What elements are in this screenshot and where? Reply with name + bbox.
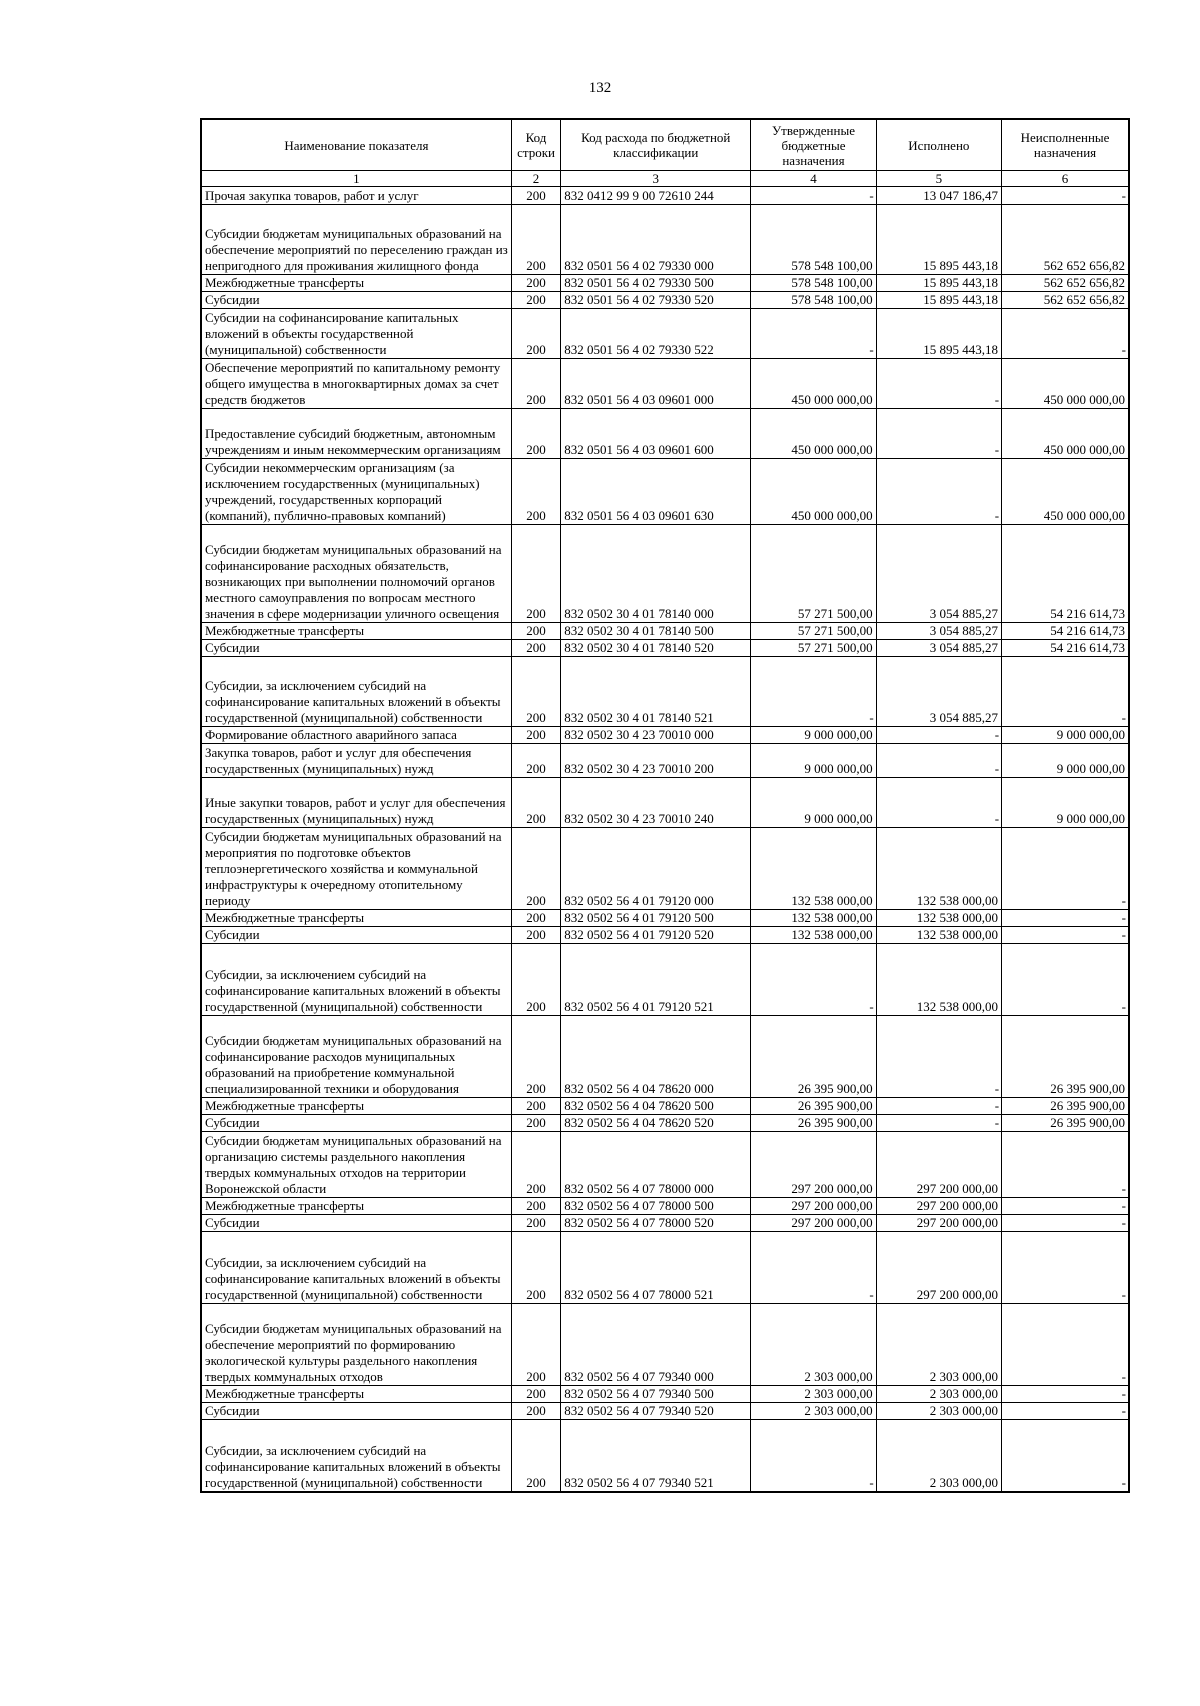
row-name: Формирование областного аварийного запаса bbox=[201, 727, 511, 744]
row-approved: 132 538 000,00 bbox=[751, 927, 876, 944]
row-name: Субсидии бюджетам муниципальных образований на мероприятия по подготовке объектов теплоэнергетического хозяйства и коммунальной инфраструктуры к очередному отопительному периоду bbox=[201, 828, 511, 910]
row-unexecuted: - bbox=[1002, 309, 1129, 359]
row-approved: 26 395 900,00 bbox=[751, 1098, 876, 1115]
row-line-code: 200 bbox=[511, 1403, 560, 1420]
row-executed: 3 054 885,27 bbox=[876, 623, 1001, 640]
table-row bbox=[201, 727, 1129, 744]
budget-execution-table bbox=[200, 118, 1130, 1493]
row-approved: 2 303 000,00 bbox=[751, 1403, 876, 1420]
row-approved: 450 000 000,00 bbox=[751, 409, 876, 459]
row-executed: 132 538 000,00 bbox=[876, 927, 1001, 944]
row-unexecuted: 54 216 614,73 bbox=[1002, 623, 1129, 640]
row-unexecuted: - bbox=[1002, 1198, 1129, 1215]
row-unexecuted: - bbox=[1002, 1420, 1129, 1492]
row-executed: 132 538 000,00 bbox=[876, 910, 1001, 927]
row-approved: 297 200 000,00 bbox=[751, 1198, 876, 1215]
row-approved: 57 271 500,00 bbox=[751, 640, 876, 657]
row-unexecuted: - bbox=[1002, 1232, 1129, 1304]
row-unexecuted: - bbox=[1002, 944, 1129, 1016]
row-unexecuted: - bbox=[1002, 1132, 1129, 1198]
row-class-code: 832 0502 56 4 04 78620 500 bbox=[561, 1098, 751, 1115]
row-unexecuted: - bbox=[1002, 187, 1129, 205]
row-approved: 2 303 000,00 bbox=[751, 1304, 876, 1386]
table-row bbox=[201, 359, 1129, 409]
row-executed: 3 054 885,27 bbox=[876, 640, 1001, 657]
header-row bbox=[201, 119, 1129, 171]
row-unexecuted: 450 000 000,00 bbox=[1002, 359, 1129, 409]
row-unexecuted: 26 395 900,00 bbox=[1002, 1098, 1129, 1115]
row-executed: - bbox=[876, 727, 1001, 744]
header-class-code: Код расхода по бюджетной классификации bbox=[561, 119, 751, 171]
row-unexecuted: 562 652 656,82 bbox=[1002, 275, 1129, 292]
row-name: Закупка товаров, работ и услуг для обеспечения государственных (муниципальных) нужд bbox=[201, 744, 511, 778]
row-approved: 578 548 100,00 bbox=[751, 275, 876, 292]
row-unexecuted: 54 216 614,73 bbox=[1002, 640, 1129, 657]
row-name: Субсидии некоммерческим организациям (за исключением государственных (муниципальных) учреждений, государственных корпораций (компаний), публично-правовых компаний) bbox=[201, 459, 511, 525]
row-name: Субсидии на софинансирование капитальных вложений в объекты государственной (муниципальной) собственности bbox=[201, 309, 511, 359]
row-class-code: 832 0502 56 4 01 79120 500 bbox=[561, 910, 751, 927]
table-row bbox=[201, 910, 1129, 927]
row-name: Субсидии бюджетам муниципальных образований на софинансирование расходных обязательств, возникающих при выполнении полномочий органов местного самоуправления по вопросам местного значения в сфере модернизации уличного освещения bbox=[201, 525, 511, 623]
row-executed: 297 200 000,00 bbox=[876, 1198, 1001, 1215]
row-unexecuted: - bbox=[1002, 927, 1129, 944]
column-number: 3 bbox=[561, 171, 751, 187]
row-line-code: 200 bbox=[511, 623, 560, 640]
row-class-code: 832 0502 56 4 01 79120 000 bbox=[561, 828, 751, 910]
row-unexecuted: - bbox=[1002, 910, 1129, 927]
table-row bbox=[201, 1016, 1129, 1098]
row-approved: - bbox=[751, 944, 876, 1016]
row-approved: 2 303 000,00 bbox=[751, 1386, 876, 1403]
table-row bbox=[201, 309, 1129, 359]
row-class-code: 832 0412 99 9 00 72610 244 bbox=[561, 187, 751, 205]
row-class-code: 832 0502 56 4 07 78000 000 bbox=[561, 1132, 751, 1198]
row-executed: 132 538 000,00 bbox=[876, 944, 1001, 1016]
row-unexecuted: 26 395 900,00 bbox=[1002, 1115, 1129, 1132]
row-executed: - bbox=[876, 459, 1001, 525]
table-row bbox=[201, 1132, 1129, 1198]
row-line-code: 200 bbox=[511, 1420, 560, 1492]
row-line-code: 200 bbox=[511, 944, 560, 1016]
row-class-code: 832 0501 56 4 02 79330 000 bbox=[561, 205, 751, 275]
row-class-code: 832 0502 56 4 07 79340 000 bbox=[561, 1304, 751, 1386]
row-class-code: 832 0502 56 4 04 78620 000 bbox=[561, 1016, 751, 1098]
table-row bbox=[201, 205, 1129, 275]
row-unexecuted: - bbox=[1002, 828, 1129, 910]
row-approved: - bbox=[751, 309, 876, 359]
row-executed: - bbox=[876, 409, 1001, 459]
row-name: Межбюджетные трансферты bbox=[201, 1098, 511, 1115]
row-line-code: 200 bbox=[511, 1386, 560, 1403]
row-class-code: 832 0502 30 4 01 78140 500 bbox=[561, 623, 751, 640]
row-name: Субсидии bbox=[201, 927, 511, 944]
column-number: 4 bbox=[751, 171, 876, 187]
row-unexecuted: - bbox=[1002, 657, 1129, 727]
table-row bbox=[201, 1232, 1129, 1304]
row-executed: 2 303 000,00 bbox=[876, 1403, 1001, 1420]
row-line-code: 200 bbox=[511, 828, 560, 910]
table-row bbox=[201, 1215, 1129, 1232]
row-name: Прочая закупка товаров, работ и услуг bbox=[201, 187, 511, 205]
row-name: Субсидии bbox=[201, 640, 511, 657]
row-class-code: 832 0501 56 4 03 09601 600 bbox=[561, 409, 751, 459]
row-unexecuted: 9 000 000,00 bbox=[1002, 727, 1129, 744]
table-row bbox=[201, 525, 1129, 623]
row-approved: - bbox=[751, 187, 876, 205]
row-line-code: 200 bbox=[511, 1098, 560, 1115]
row-approved: 26 395 900,00 bbox=[751, 1016, 876, 1098]
row-executed: - bbox=[876, 1016, 1001, 1098]
table-row bbox=[201, 1386, 1129, 1403]
row-class-code: 832 0502 56 4 01 79120 521 bbox=[561, 944, 751, 1016]
row-approved: 450 000 000,00 bbox=[751, 359, 876, 409]
row-executed: 15 895 443,18 bbox=[876, 275, 1001, 292]
row-name: Субсидии, за исключением субсидий на софинансирование капитальных вложений в объекты государственной (муниципальной) собственности bbox=[201, 657, 511, 727]
row-name: Межбюджетные трансферты bbox=[201, 1386, 511, 1403]
row-name: Обеспечение мероприятий по капитальному ремонту общего имущества в многоквартирных домах за счет средств бюджетов bbox=[201, 359, 511, 409]
header-executed: Исполнено bbox=[876, 119, 1001, 171]
row-unexecuted: 562 652 656,82 bbox=[1002, 205, 1129, 275]
row-unexecuted: - bbox=[1002, 1304, 1129, 1386]
table-row bbox=[201, 1304, 1129, 1386]
table-row bbox=[201, 778, 1129, 828]
row-line-code: 200 bbox=[511, 187, 560, 205]
row-approved: 578 548 100,00 bbox=[751, 205, 876, 275]
row-name: Субсидии бюджетам муниципальных образований на обеспечение мероприятий по переселению граждан из непригодного для проживания жилищного фонда bbox=[201, 205, 511, 275]
row-name: Субсидии bbox=[201, 1403, 511, 1420]
header-unexecuted: Неисполненные назначения bbox=[1002, 119, 1129, 171]
row-class-code: 832 0502 56 4 07 78000 521 bbox=[561, 1232, 751, 1304]
row-line-code: 200 bbox=[511, 275, 560, 292]
row-approved: 9 000 000,00 bbox=[751, 727, 876, 744]
row-class-code: 832 0502 30 4 23 70010 240 bbox=[561, 778, 751, 828]
row-line-code: 200 bbox=[511, 525, 560, 623]
row-unexecuted: - bbox=[1002, 1215, 1129, 1232]
row-class-code: 832 0501 56 4 03 09601 000 bbox=[561, 359, 751, 409]
row-class-code: 832 0502 30 4 01 78140 000 bbox=[561, 525, 751, 623]
column-number: 1 bbox=[201, 171, 511, 187]
row-executed: 2 303 000,00 bbox=[876, 1386, 1001, 1403]
row-name: Субсидии, за исключением субсидий на софинансирование капитальных вложений в объекты государственной (муниципальной) собственности bbox=[201, 944, 511, 1016]
row-line-code: 200 bbox=[511, 309, 560, 359]
row-class-code: 832 0502 56 4 01 79120 520 bbox=[561, 927, 751, 944]
row-approved: - bbox=[751, 657, 876, 727]
row-class-code: 832 0502 56 4 04 78620 520 bbox=[561, 1115, 751, 1132]
row-unexecuted: 26 395 900,00 bbox=[1002, 1016, 1129, 1098]
row-line-code: 200 bbox=[511, 205, 560, 275]
table-row bbox=[201, 187, 1129, 205]
row-class-code: 832 0502 30 4 01 78140 520 bbox=[561, 640, 751, 657]
row-class-code: 832 0502 56 4 07 79340 520 bbox=[561, 1403, 751, 1420]
row-unexecuted: - bbox=[1002, 1403, 1129, 1420]
row-class-code: 832 0502 30 4 01 78140 521 bbox=[561, 657, 751, 727]
row-executed: 297 200 000,00 bbox=[876, 1215, 1001, 1232]
row-unexecuted: 562 652 656,82 bbox=[1002, 292, 1129, 309]
row-line-code: 200 bbox=[511, 727, 560, 744]
row-line-code: 200 bbox=[511, 657, 560, 727]
row-line-code: 200 bbox=[511, 744, 560, 778]
row-unexecuted: 9 000 000,00 bbox=[1002, 778, 1129, 828]
table-row bbox=[201, 623, 1129, 640]
row-approved: 9 000 000,00 bbox=[751, 744, 876, 778]
row-name: Субсидии bbox=[201, 1115, 511, 1132]
row-class-code: 832 0502 30 4 23 70010 200 bbox=[561, 744, 751, 778]
row-name: Субсидии, за исключением субсидий на софинансирование капитальных вложений в объекты государственной (муниципальной) собственности bbox=[201, 1420, 511, 1492]
row-approved: 450 000 000,00 bbox=[751, 459, 876, 525]
row-name: Иные закупки товаров, работ и услуг для обеспечения государственных (муниципальных) нужд bbox=[201, 778, 511, 828]
row-executed: - bbox=[876, 778, 1001, 828]
row-approved: 132 538 000,00 bbox=[751, 828, 876, 910]
row-name: Субсидии бюджетам муниципальных образований на организацию системы раздельного накопления твердых коммунальных отходов на территории Воронежской области bbox=[201, 1132, 511, 1198]
column-number: 5 bbox=[876, 171, 1001, 187]
row-executed: 3 054 885,27 bbox=[876, 657, 1001, 727]
row-name: Межбюджетные трансферты bbox=[201, 1198, 511, 1215]
row-line-code: 200 bbox=[511, 910, 560, 927]
header-line-code: Код строки bbox=[511, 119, 560, 171]
row-unexecuted: 450 000 000,00 bbox=[1002, 409, 1129, 459]
row-approved: 26 395 900,00 bbox=[751, 1115, 876, 1132]
row-approved: 57 271 500,00 bbox=[751, 525, 876, 623]
row-line-code: 200 bbox=[511, 778, 560, 828]
table-row bbox=[201, 657, 1129, 727]
row-executed: 297 200 000,00 bbox=[876, 1232, 1001, 1304]
row-line-code: 200 bbox=[511, 292, 560, 309]
row-name: Субсидии бюджетам муниципальных образований на обеспечение мероприятий по формированию экологической культуры раздельного накопления твердых коммунальных отходов bbox=[201, 1304, 511, 1386]
row-executed: - bbox=[876, 1098, 1001, 1115]
table-row bbox=[201, 1420, 1129, 1492]
row-executed: 297 200 000,00 bbox=[876, 1132, 1001, 1198]
row-class-code: 832 0502 56 4 07 78000 500 bbox=[561, 1198, 751, 1215]
row-name: Межбюджетные трансферты bbox=[201, 623, 511, 640]
table-row bbox=[201, 828, 1129, 910]
table-row bbox=[201, 744, 1129, 778]
row-line-code: 200 bbox=[511, 640, 560, 657]
row-name: Субсидии, за исключением субсидий на софинансирование капитальных вложений в объекты государственной (муниципальной) собственности bbox=[201, 1232, 511, 1304]
row-approved: 578 548 100,00 bbox=[751, 292, 876, 309]
row-class-code: 832 0501 56 4 02 79330 500 bbox=[561, 275, 751, 292]
table-row bbox=[201, 1098, 1129, 1115]
table-row bbox=[201, 640, 1129, 657]
row-line-code: 200 bbox=[511, 1132, 560, 1198]
row-name: Предоставление субсидий бюджетным, автономным учреждениям и иным некоммерческим организациям bbox=[201, 409, 511, 459]
table-row bbox=[201, 275, 1129, 292]
row-name: Субсидии бюджетам муниципальных образований на софинансирование расходов муниципальных образований на приобретение коммунальной специализированной техники и оборудования bbox=[201, 1016, 511, 1098]
table-row bbox=[201, 927, 1129, 944]
row-line-code: 200 bbox=[511, 1215, 560, 1232]
row-line-code: 200 bbox=[511, 1232, 560, 1304]
column-number: 2 bbox=[511, 171, 560, 187]
table-row bbox=[201, 1115, 1129, 1132]
row-unexecuted: 9 000 000,00 bbox=[1002, 744, 1129, 778]
row-approved: 57 271 500,00 bbox=[751, 623, 876, 640]
row-executed: 3 054 885,27 bbox=[876, 525, 1001, 623]
row-line-code: 200 bbox=[511, 409, 560, 459]
row-executed: - bbox=[876, 744, 1001, 778]
row-executed: 15 895 443,18 bbox=[876, 205, 1001, 275]
row-executed: 13 047 186,47 bbox=[876, 187, 1001, 205]
row-class-code: 832 0502 56 4 07 79340 521 bbox=[561, 1420, 751, 1492]
row-line-code: 200 bbox=[511, 1304, 560, 1386]
row-name: Субсидии bbox=[201, 292, 511, 309]
row-line-code: 200 bbox=[511, 1016, 560, 1098]
row-class-code: 832 0501 56 4 02 79330 522 bbox=[561, 309, 751, 359]
table-row bbox=[201, 1198, 1129, 1215]
table-row bbox=[201, 292, 1129, 309]
header-name: Наименование показателя bbox=[201, 119, 511, 171]
row-class-code: 832 0502 56 4 07 78000 520 bbox=[561, 1215, 751, 1232]
row-line-code: 200 bbox=[511, 1198, 560, 1215]
row-approved: - bbox=[751, 1420, 876, 1492]
header-approved: Утвержденные бюджетные назначения bbox=[751, 119, 876, 171]
row-name: Межбюджетные трансферты bbox=[201, 910, 511, 927]
row-line-code: 200 bbox=[511, 1115, 560, 1132]
row-line-code: 200 bbox=[511, 927, 560, 944]
row-approved: - bbox=[751, 1232, 876, 1304]
row-name: Субсидии bbox=[201, 1215, 511, 1232]
column-number: 6 bbox=[1002, 171, 1129, 187]
row-class-code: 832 0502 30 4 23 70010 000 bbox=[561, 727, 751, 744]
row-line-code: 200 bbox=[511, 459, 560, 525]
row-line-code: 200 bbox=[511, 359, 560, 409]
table-row bbox=[201, 1403, 1129, 1420]
row-executed: - bbox=[876, 1115, 1001, 1132]
row-approved: 297 200 000,00 bbox=[751, 1132, 876, 1198]
row-approved: 297 200 000,00 bbox=[751, 1215, 876, 1232]
row-class-code: 832 0501 56 4 02 79330 520 bbox=[561, 292, 751, 309]
row-name: Межбюджетные трансферты bbox=[201, 275, 511, 292]
row-unexecuted: 54 216 614,73 bbox=[1002, 525, 1129, 623]
row-unexecuted: 450 000 000,00 bbox=[1002, 459, 1129, 525]
row-executed: - bbox=[876, 359, 1001, 409]
row-approved: 9 000 000,00 bbox=[751, 778, 876, 828]
row-executed: 132 538 000,00 bbox=[876, 828, 1001, 910]
row-class-code: 832 0502 56 4 07 79340 500 bbox=[561, 1386, 751, 1403]
row-executed: 15 895 443,18 bbox=[876, 292, 1001, 309]
row-executed: 2 303 000,00 bbox=[876, 1304, 1001, 1386]
column-number-row bbox=[201, 171, 1129, 187]
table-row bbox=[201, 409, 1129, 459]
table-body bbox=[201, 187, 1129, 1492]
row-executed: 2 303 000,00 bbox=[876, 1420, 1001, 1492]
row-class-code: 832 0501 56 4 03 09601 630 bbox=[561, 459, 751, 525]
row-unexecuted: - bbox=[1002, 1386, 1129, 1403]
page-number: 132 bbox=[588, 80, 612, 96]
table-row bbox=[201, 944, 1129, 1016]
row-approved: 132 538 000,00 bbox=[751, 910, 876, 927]
table-row bbox=[201, 459, 1129, 525]
row-executed: 15 895 443,18 bbox=[876, 309, 1001, 359]
